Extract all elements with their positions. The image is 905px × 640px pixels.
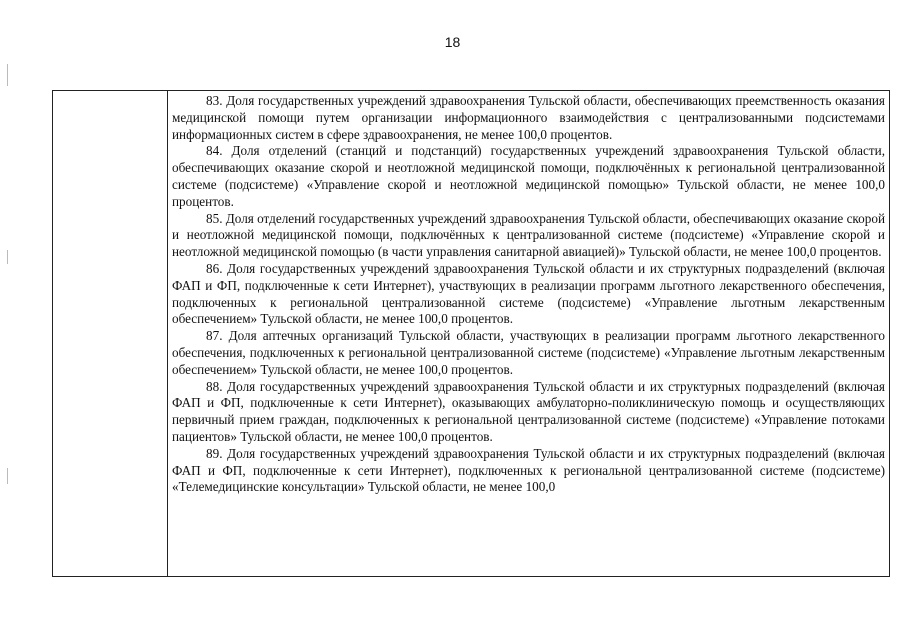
scan-artifact xyxy=(7,64,8,86)
list-item-84: 84. Доля отделений (станций и подстанций) государственных учреждений здравоохранения Тульской области, обеспечивающих оказание скорой и неотложной медицинской помощи, подключённых к региональной централизованной системе (подсистеме) «Управление скорой и неотложной медицинской помощью» Тульской области, не менее 100,0 процентов. xyxy=(172,143,885,209)
list-item-83: 83. Доля государственных учреждений здравоохранения Тульской области, обеспечивающих преемственность оказания медицинской помощи путем организации информационного взаимодействия с централизованными подсистемами информационных систем в сфере здравоохранения, не менее 100,0 процентов. xyxy=(172,93,885,142)
scan-artifact xyxy=(7,250,8,264)
document-table xyxy=(52,90,890,577)
list-item-87: 87. Доля аптечных организаций Тульской области, участвующих в реализации программ льготного лекарственного обеспечения, подключенных к региональной централизованной системе (подсистеме) «Управление льготным лекарственным обеспечением» Тульской области, не менее 100,0 процентов. xyxy=(172,328,885,377)
list-item-88: 88. Доля государственных учреждений здравоохранения Тульской области и их структурных подразделений (включая ФАП и ФП, подключенные к сети Интернет), оказывающих амбулаторно-поликлиническую помощь и осуществляющих первичный прием граждан, подключенных к региональной централизованной системе (подсистеме) «Управление потоками пациентов» Тульской области, не менее 100,0 процентов. xyxy=(172,378,885,444)
table-text-column xyxy=(168,91,889,576)
page-number: 18 xyxy=(444,34,461,50)
list-item-89: 89. Доля государственных учреждений здравоохранения Тульской области и их структурных подразделений (включая ФАП и ФП, подключенные к сети Интернет), подключенных к региональной централизованной системе (подсистеме) «Телемедицинские консультации» Тульской области, не менее 100,0 xyxy=(172,445,885,495)
list-item-86: 86. Доля государственных учреждений здравоохранения Тульской области и их структурных подразделений (включая ФАП и ФП, подключенные к сети Интернет), участвующих в реализации программ льготного лекарственного обеспечения, подключенных к региональной централизованной системе (подсистеме) «Управление льготным лекарственным обеспечением» Тульской области, не менее 100,0 процентов. xyxy=(172,260,885,327)
table-left-column xyxy=(53,91,168,576)
list-item-85: 85. Доля отделений государственных учреждений здравоохранения Тульской области, обеспечивающих оказание скорой и неотложной медицинской помощи, подключённых к централизованной системе (подсистеме) «Управление скорой и неотложной медицинской помощью (в части управления санитарной авиацией)» Тульской области, не менее 100,0 процентов. xyxy=(172,210,885,260)
scan-artifact xyxy=(7,468,8,484)
